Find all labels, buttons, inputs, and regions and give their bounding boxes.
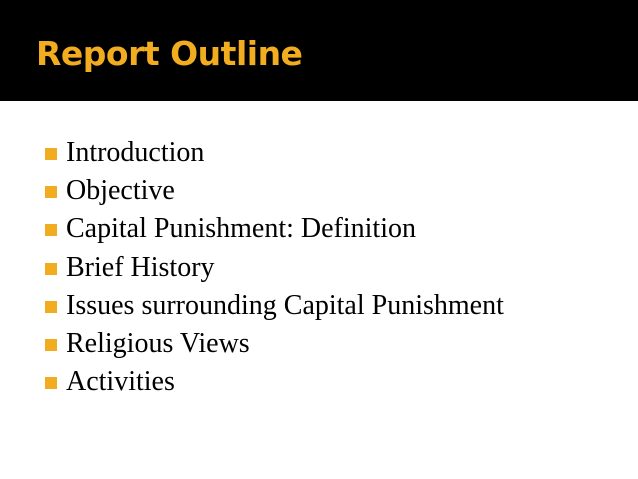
title-bar [0,0,638,101]
square-bullet-icon [45,263,57,275]
list-item [0,325,638,363]
square-bullet-icon [45,339,57,351]
bullet-list [0,134,638,401]
list-item-label: Introduction [66,137,205,168]
list-item-label: Objective [66,175,175,207]
square-bullet-icon [45,224,57,236]
square-bullet-icon [45,301,57,313]
list-item [0,249,638,287]
list-item-label: Issues surrounding Capital Punishment [66,289,504,321]
list-item [0,363,638,401]
square-bullet-icon [45,148,57,160]
list-item-label: Capital Punishment: Definition [66,213,416,245]
list-item-label: Religious Views [66,327,250,359]
slide-title: Report Outline [36,34,303,73]
list-item [0,287,638,325]
list-item [0,210,638,248]
list-item [0,134,638,172]
list-item [0,172,638,210]
list-item-label: Activities [66,366,175,398]
list-item-label: Brief History [66,251,215,283]
square-bullet-icon [45,377,57,389]
square-bullet-icon [45,186,57,198]
